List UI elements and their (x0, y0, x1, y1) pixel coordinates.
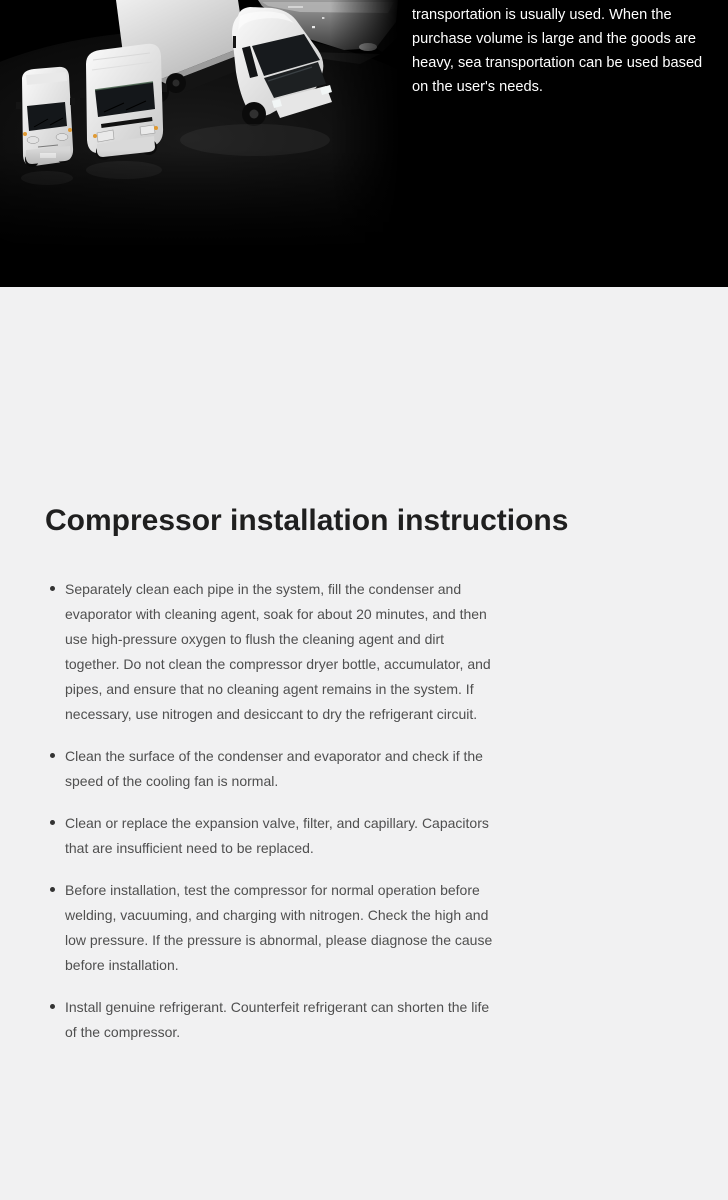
list-item-text: Before installation, test the compressor for normal operation before welding, vacuuming, and charging with nitrogen. Check the high and low pressure. If the pressure is abnormal, please diagnose the cause before installation. (65, 882, 493, 973)
bullet-icon (50, 586, 55, 591)
list-item-text: Install genuine refrigerant. Counterfeit refrigerant can shorten the life of the compressor. (65, 999, 490, 1040)
transport-vehicles-photo (0, 0, 400, 250)
list-item (48, 744, 494, 794)
bullet-icon (50, 820, 55, 825)
bullet-icon (50, 1004, 55, 1009)
hero-section (0, 0, 728, 287)
hero-paragraph: transportation is usually used. When the purchase volume is large and the goods are heavy, sea transportation can be used based on the user's needs. (412, 7, 703, 95)
instructions-list (48, 577, 494, 1045)
list-item (48, 878, 494, 978)
bullet-icon (50, 887, 55, 892)
list-item (48, 577, 494, 727)
list-item-text: Separately clean each pipe in the system, fill the condenser and evaporator with cleaning agent, soak for about 20 minutes, and then use high-pressure oxygen to flush the cleaning agent and dirt together. Do not clean the compressor dryer bottle, accumulator, and pipes, and ensure that no cleaning agent remains in the system. If necessary, use nitrogen and desiccant to dry the refrigerant circuit. (65, 581, 491, 722)
section-title: Compressor installation instructions (45, 504, 569, 537)
bullet-icon (50, 753, 55, 758)
instructions-section (0, 287, 728, 1200)
list-item-text: Clean or replace the expansion valve, filter, and capillary. Capacitors that are insufficient need to be replaced. (65, 815, 489, 856)
list-item (48, 995, 494, 1045)
list-item (48, 811, 494, 861)
delivery-van-icon (80, 44, 167, 160)
list-item-text: Clean the surface of the condenser and evaporator and check if the speed of the cooling fan is normal. (65, 748, 483, 789)
